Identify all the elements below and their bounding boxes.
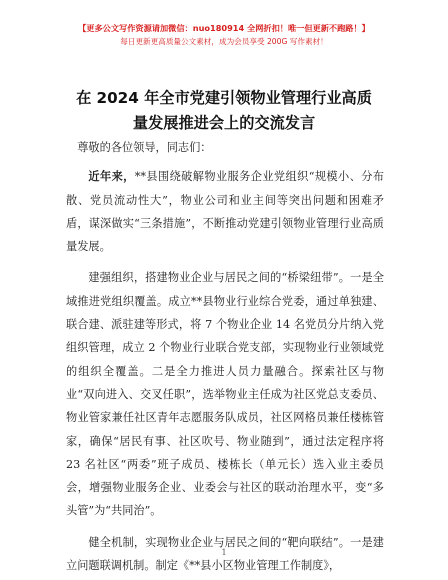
promo-line-2: 每日更新更高质量公文素材，成为会员享受 200G 写作素材！ (120, 37, 328, 46)
salutation: 尊敬的各位领导，同志们： (77, 141, 212, 154)
document-title: 在 2024 年全市党建引领物业管理行业高质量发展推进会上的交流发言 (76, 89, 372, 132)
page-number: 1 (221, 548, 227, 557)
promo-banner (0, 22, 448, 48)
paragraph-2: 建强组织，搭建物业企业与居民之间的“桥梁纽带”。一是全域推进党组织覆盖。成立**县物业行业综合党委，通过单独建、联合建、派驻建等形式，将 7 个物业企业 14 名党员分片纳入党组织管理，成立 2 个物业行业联合党支部，实现物业行业领域党的组织全覆盖。二是全力推进人员力量融合。探索社区与物业“双向进入、交叉任职”，选举物业主任成为社区党总支委员、物业管家兼任社区青年志愿服务队成员，社区网格员兼任楼栋管家，确保“居民有事、社区吹号、物业随到”，通过法定程序将 23 名社区“两委”班子成员、楼栋长（单元长）选入业主委员会，增强物业服务企业、业委会与社区的联动治理水平，变“多头管”为“共同治”。 (66, 271, 384, 518)
paragraph-1-lead: 近年来， (88, 169, 135, 184)
promo-line-1: 【更多公文写作资源请加微信：nuo180914 全网折扣！唯一但更新不跑路！】 (78, 23, 370, 33)
paragraph-3: 健全机制，实现物业企业与居民之间的“靶向联结”。一是建立问题联调机制。制定《**县小区物业管理工作制度》， (66, 535, 384, 573)
document-body (66, 136, 384, 577)
paragraph-1-text: **县围绕破解物业服务企业党组织“规模小、分布散、党员流动性大”，物业公司和业主间等突出问题和困难矛盾，谋深做实“三条措施”，不断推动党建引领物业管理行业高质量发展。 (66, 170, 384, 254)
paragraph-1 (66, 165, 384, 258)
